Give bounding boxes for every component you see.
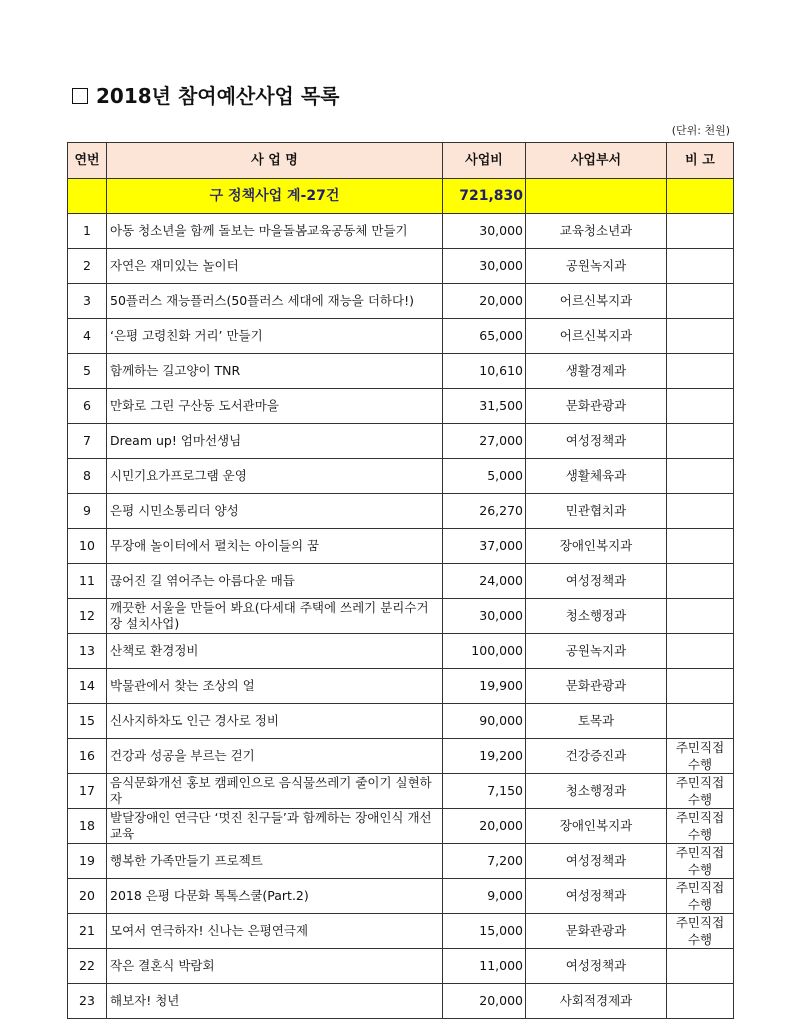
table-row xyxy=(68,494,734,529)
cell-project-name: 함께하는 길고양이 TNR xyxy=(107,354,443,389)
table-row xyxy=(68,459,734,494)
cell-project-name: 50플러스 재능플러스(50플러스 세대에 재능을 더하다!) xyxy=(107,284,443,319)
cell-project-name: 산책로 환경정비 xyxy=(107,634,443,669)
cell-no: 8 xyxy=(68,459,107,494)
cell-cost: 65,000 xyxy=(443,319,526,354)
cell-note xyxy=(667,949,734,984)
cell-project-name: 아동 청소년을 함께 돌보는 마을돌봄교육공동체 만들기 xyxy=(107,214,443,249)
checkbox-square-icon xyxy=(72,88,88,104)
cell-cost: 11,000 xyxy=(443,949,526,984)
table-row xyxy=(68,284,734,319)
cell-cost: 100,000 xyxy=(443,634,526,669)
cell-department: 장애인복지과 xyxy=(526,529,667,564)
table-row xyxy=(68,914,734,949)
cell-note: 주민직접 수행 xyxy=(667,809,734,844)
cell-department: 교육청소년과 xyxy=(526,214,667,249)
budget-project-table xyxy=(67,142,734,1019)
cell-department: 민관협치과 xyxy=(526,494,667,529)
cell-cost: 26,270 xyxy=(443,494,526,529)
cell-no: 10 xyxy=(68,529,107,564)
cell-note: 주민직접 수행 xyxy=(667,844,734,879)
cell-no: 2 xyxy=(68,249,107,284)
cell-department: 문화관광과 xyxy=(526,914,667,949)
cell-cost: 30,000 xyxy=(443,249,526,284)
table-row xyxy=(68,424,734,459)
cell-no: 22 xyxy=(68,949,107,984)
cell-department: 여성정책과 xyxy=(526,424,667,459)
cell-no: 1 xyxy=(68,214,107,249)
cell-no: 23 xyxy=(68,984,107,1019)
cell-note: 주민직접 수행 xyxy=(667,774,734,809)
cell-department: 문화관광과 xyxy=(526,669,667,704)
cell-project-name: 작은 결혼식 박람회 xyxy=(107,949,443,984)
cell-no: 21 xyxy=(68,914,107,949)
cell-no: 20 xyxy=(68,879,107,914)
cell-department: 사회적경제과 xyxy=(526,984,667,1019)
cell-note xyxy=(667,319,734,354)
cell-note xyxy=(667,599,734,634)
cell-cost: 30,000 xyxy=(443,599,526,634)
summary-cost: 721,830 xyxy=(443,179,526,214)
table-row xyxy=(68,669,734,704)
cell-cost: 5,000 xyxy=(443,459,526,494)
cell-department: 문화관광과 xyxy=(526,389,667,424)
page-title xyxy=(72,80,339,109)
cell-department: 생활경제과 xyxy=(526,354,667,389)
table-row xyxy=(68,319,734,354)
page-title-text: 2018년 참여예산사업 목록 xyxy=(96,84,340,108)
summary-note xyxy=(667,179,734,214)
cell-department: 청소행정과 xyxy=(526,774,667,809)
cell-project-name: ‘은평 고령친화 거리’ 만들기 xyxy=(107,319,443,354)
cell-project-name: 음식문화개선 홍보 캠페인으로 음식물쓰레기 줄이기 실현하자 xyxy=(107,774,443,809)
table-row xyxy=(68,529,734,564)
cell-cost: 90,000 xyxy=(443,704,526,739)
cell-note xyxy=(667,494,734,529)
cell-project-name: 발달장애인 연극단 ‘멋진 친구들’과 함께하는 장애인식 개선 교육 xyxy=(107,809,443,844)
table-row xyxy=(68,844,734,879)
cell-project-name: 2018 은평 다문화 톡톡스쿨(Part.2) xyxy=(107,879,443,914)
cell-no: 15 xyxy=(68,704,107,739)
cell-project-name: 해보자! 청년 xyxy=(107,984,443,1019)
cell-no: 9 xyxy=(68,494,107,529)
table-row xyxy=(68,739,734,774)
cell-cost: 30,000 xyxy=(443,214,526,249)
cell-note: 주민직접 수행 xyxy=(667,914,734,949)
cell-note xyxy=(667,564,734,599)
cell-no: 17 xyxy=(68,774,107,809)
table-row xyxy=(68,354,734,389)
cell-cost: 20,000 xyxy=(443,809,526,844)
cell-no: 6 xyxy=(68,389,107,424)
cell-note xyxy=(667,669,734,704)
cell-department: 여성정책과 xyxy=(526,844,667,879)
cell-department: 생활체육과 xyxy=(526,459,667,494)
cell-department: 여성정책과 xyxy=(526,949,667,984)
cell-no: 5 xyxy=(68,354,107,389)
cell-project-name: 자연은 재미있는 놀이터 xyxy=(107,249,443,284)
cell-project-name: 은평 시민소통리더 양성 xyxy=(107,494,443,529)
cell-cost: 7,150 xyxy=(443,774,526,809)
unit-note: (단위: 천원) xyxy=(671,124,730,137)
cell-no: 19 xyxy=(68,844,107,879)
cell-no: 18 xyxy=(68,809,107,844)
table-row xyxy=(68,564,734,599)
cell-note xyxy=(667,214,734,249)
cell-note xyxy=(667,354,734,389)
cell-cost: 20,000 xyxy=(443,284,526,319)
cell-no: 7 xyxy=(68,424,107,459)
cell-department: 여성정책과 xyxy=(526,879,667,914)
cell-cost: 9,000 xyxy=(443,879,526,914)
cell-project-name: 시민기요가프로그램 운영 xyxy=(107,459,443,494)
cell-project-name: 끊어진 길 엮어주는 아름다운 매듭 xyxy=(107,564,443,599)
cell-no: 11 xyxy=(68,564,107,599)
cell-department: 청소행정과 xyxy=(526,599,667,634)
cell-note: 주민직접 수행 xyxy=(667,879,734,914)
cell-no: 3 xyxy=(68,284,107,319)
cell-cost: 10,610 xyxy=(443,354,526,389)
summary-no xyxy=(68,179,107,214)
cell-no: 13 xyxy=(68,634,107,669)
cell-cost: 15,000 xyxy=(443,914,526,949)
cell-project-name: 박물관에서 찾는 조상의 얼 xyxy=(107,669,443,704)
cell-cost: 20,000 xyxy=(443,984,526,1019)
cell-project-name: 만화로 그린 구산동 도서관마을 xyxy=(107,389,443,424)
cell-note xyxy=(667,459,734,494)
column-header-note: 비 고 xyxy=(667,143,734,179)
cell-department: 공원녹지과 xyxy=(526,634,667,669)
table-header-row xyxy=(68,143,734,179)
cell-cost: 24,000 xyxy=(443,564,526,599)
cell-department: 어르신복지과 xyxy=(526,284,667,319)
cell-department: 토목과 xyxy=(526,704,667,739)
cell-cost: 19,200 xyxy=(443,739,526,774)
cell-no: 16 xyxy=(68,739,107,774)
cell-no: 4 xyxy=(68,319,107,354)
column-header-cost: 사업비 xyxy=(443,143,526,179)
table-row xyxy=(68,599,734,634)
cell-department: 건강증진과 xyxy=(526,739,667,774)
cell-department: 장애인복지과 xyxy=(526,809,667,844)
table-row xyxy=(68,704,734,739)
table-row xyxy=(68,949,734,984)
summary-department xyxy=(526,179,667,214)
table-row xyxy=(68,809,734,844)
cell-note xyxy=(667,424,734,459)
cell-no: 12 xyxy=(68,599,107,634)
cell-cost: 7,200 xyxy=(443,844,526,879)
cell-no: 14 xyxy=(68,669,107,704)
column-header-department: 사업부서 xyxy=(526,143,667,179)
cell-cost: 27,000 xyxy=(443,424,526,459)
table-row xyxy=(68,879,734,914)
cell-project-name: 행복한 가족만들기 프로젝트 xyxy=(107,844,443,879)
cell-department: 공원녹지과 xyxy=(526,249,667,284)
cell-note: 주민직접 수행 xyxy=(667,739,734,774)
cell-project-name: 건강과 성공을 부르는 걷기 xyxy=(107,739,443,774)
table-row xyxy=(68,249,734,284)
cell-project-name: Dream up! 엄마선생님 xyxy=(107,424,443,459)
table-row xyxy=(68,389,734,424)
column-header-name: 사 업 명 xyxy=(107,143,443,179)
table-row xyxy=(68,634,734,669)
cell-note xyxy=(667,984,734,1019)
cell-project-name: 깨끗한 서울을 만들어 봐요(다세대 주택에 쓰레기 분리수거장 설치사업) xyxy=(107,599,443,634)
cell-note xyxy=(667,284,734,319)
cell-project-name: 모여서 연극하자! 신나는 은평연극제 xyxy=(107,914,443,949)
table-row xyxy=(68,214,734,249)
cell-department: 어르신복지과 xyxy=(526,319,667,354)
cell-project-name: 무장애 놀이터에서 펼치는 아이들의 꿈 xyxy=(107,529,443,564)
cell-note xyxy=(667,529,734,564)
summary-name: 구 정책사업 계-27건 xyxy=(107,179,443,214)
cell-cost: 37,000 xyxy=(443,529,526,564)
summary-row xyxy=(68,179,734,214)
column-header-no: 연번 xyxy=(68,143,107,179)
cell-note xyxy=(667,249,734,284)
cell-note xyxy=(667,704,734,739)
cell-note xyxy=(667,634,734,669)
cell-department: 여성정책과 xyxy=(526,564,667,599)
cell-cost: 31,500 xyxy=(443,389,526,424)
cell-project-name: 신사지하차도 인근 경사로 정비 xyxy=(107,704,443,739)
cell-cost: 19,900 xyxy=(443,669,526,704)
table-row xyxy=(68,774,734,809)
cell-note xyxy=(667,389,734,424)
table-row xyxy=(68,984,734,1019)
